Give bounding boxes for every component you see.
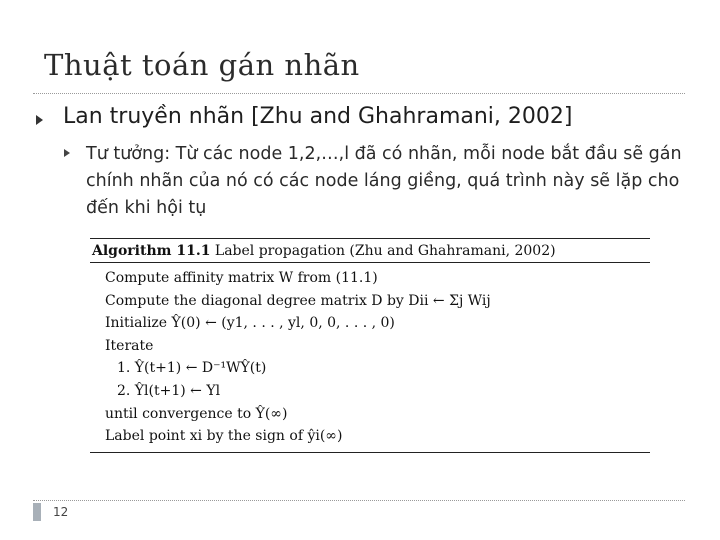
bullet-level1-text: Lan truyền nhãn [Zhu and Ghahramani, 2002] bbox=[63, 104, 573, 129]
page-number-marker bbox=[33, 503, 41, 521]
bullet-arrow-icon bbox=[64, 149, 70, 157]
algorithm-step: until convergence to Ŷ(∞) bbox=[105, 405, 288, 422]
bullet-level2 bbox=[64, 141, 694, 222]
algorithm-steps bbox=[90, 263, 650, 448]
footer-divider bbox=[33, 500, 685, 501]
algorithm-name: Label propagation (Zhu and Ghahramani, 2002) bbox=[214, 243, 556, 259]
algorithm-step: Compute affinity matrix W from (11.1) bbox=[105, 270, 378, 286]
algorithm-box bbox=[90, 238, 650, 453]
algorithm-bottom-rule bbox=[90, 452, 650, 453]
bullet-level2-text: Tư tưởng: Từ các node 1,2,…,l đã có nhãn, mỗi node bắt đầu sẽ gán chính nhãn của nó có các node láng giềng, quá trình này sẽ lặp cho đến khi hội tụ bbox=[86, 144, 682, 218]
page-number: 12 bbox=[53, 505, 69, 519]
algorithm-step: 1. Ŷ(t+1) ← D⁻¹WŶ(t) bbox=[117, 360, 267, 377]
algorithm-step: Initialize Ŷ(0) ← (y1, . . . , yl, 0, 0, . . . , 0) bbox=[105, 315, 395, 332]
algorithm-header bbox=[90, 239, 650, 259]
slide-title: Thuật toán gán nhãn bbox=[44, 48, 360, 82]
bullet-arrow-icon bbox=[36, 115, 43, 125]
algorithm-step: Iterate bbox=[105, 337, 154, 354]
bullet-level1 bbox=[36, 104, 572, 129]
algorithm-step: 2. Ŷl(t+1) ← Yl bbox=[117, 382, 221, 399]
algorithm-step: Label point xi by the sign of ŷi(∞) bbox=[105, 428, 343, 445]
title-divider bbox=[33, 93, 685, 94]
algorithm-label: Algorithm 11.1 bbox=[92, 243, 211, 259]
algorithm-step: Compute the diagonal degree matrix D by Dii ← Σj Wij bbox=[105, 292, 491, 309]
